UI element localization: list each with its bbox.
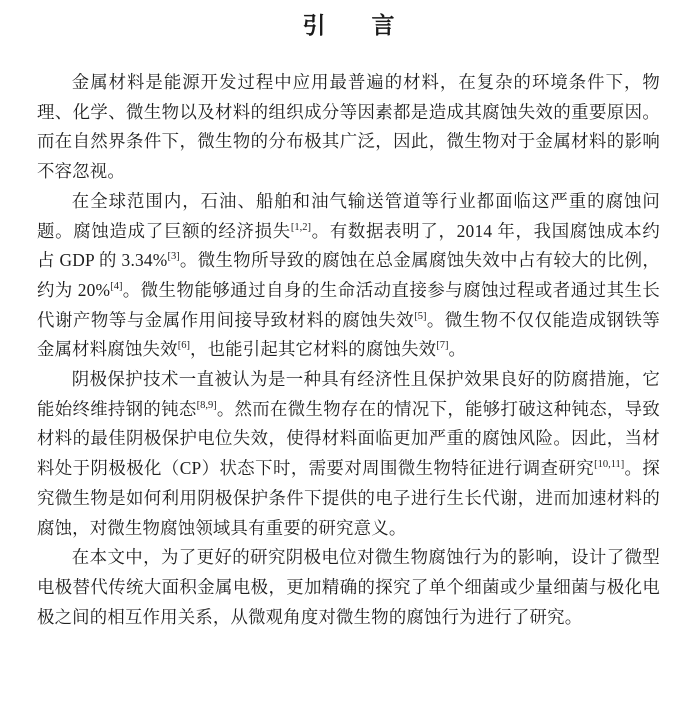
citation-ref: [4] bbox=[110, 281, 123, 293]
citation-ref: [7] bbox=[436, 340, 449, 352]
citation-ref: [6] bbox=[177, 340, 190, 352]
citation-ref: [1,2] bbox=[290, 221, 312, 233]
paragraph-corrosion-cost: 在全球范围内，石油、船舶和油气输送管道等行业都面临这严重的腐蚀问题。腐蚀造成了巨额的经济损失[1,2]。有数据表明了，2014 年，我国腐蚀成本约占 GDP 的 3.34%[3]。微生物所导致的腐蚀在总金属腐蚀失效中占有较大的比例，约为 20%[4]。微生物能够通过自身的生命活动直接参与腐蚀过程或者通过其生长代谢产物等与金属作用间接导致材料的腐蚀失效[5]。微生物不仅仅能造成钢铁等金属材料腐蚀失效[6]，也能引起其它材料的腐蚀失效[7]。 bbox=[37, 190, 661, 360]
paragraph-thesis-scope: 在本文中，为了更好的研究阴极电位对微生物腐蚀行为的影响，设计了微型电极替代传统大面积金属电极，更加精确的探究了单个细菌或少量细菌与极化电极之间的相互作用关系，从微观角度对微生物的腐蚀行为进行了研究。 bbox=[37, 547, 660, 627]
citation-ref: [3] bbox=[167, 251, 180, 263]
citation-ref: [8,9] bbox=[196, 399, 217, 411]
citation-ref: [10,11] bbox=[594, 459, 625, 471]
page-title: 引 言 bbox=[302, 13, 395, 38]
citation-ref: [5] bbox=[414, 310, 427, 322]
paragraph-cathodic-protection: 阴极保护技术一直被认为是一种具有经济性且保护效果良好的防腐措施，它能始终维持钢的钝态[8,9]。然而在微生物存在的情况下，能够打破这种钝态，导致材料的最佳阴极保护电位失效，使得材料面临更加严重的腐蚀风险。因此，当材料处于阴极极化（CP）状态下时，需要对周围微生物特征进行调查研究[10,11]。探究微生物是如何利用阴极保护条件下提供的电子进行生长代谢，进而加速材料的腐蚀，对微生物腐蚀领域具有重要的研究意义。 bbox=[37, 369, 660, 538]
paragraph-intro-metals: 金属材料是能源开发过程中应用最普遍的材料，在复杂的环境条件下，物理、化学、微生物以及材料的组织成分等因素都是造成其腐蚀失效的重要原因。而在自然界条件下，微生物的分布极其广泛，因此，微生物对于金属材料的影响不容忽视。 bbox=[37, 72, 660, 182]
